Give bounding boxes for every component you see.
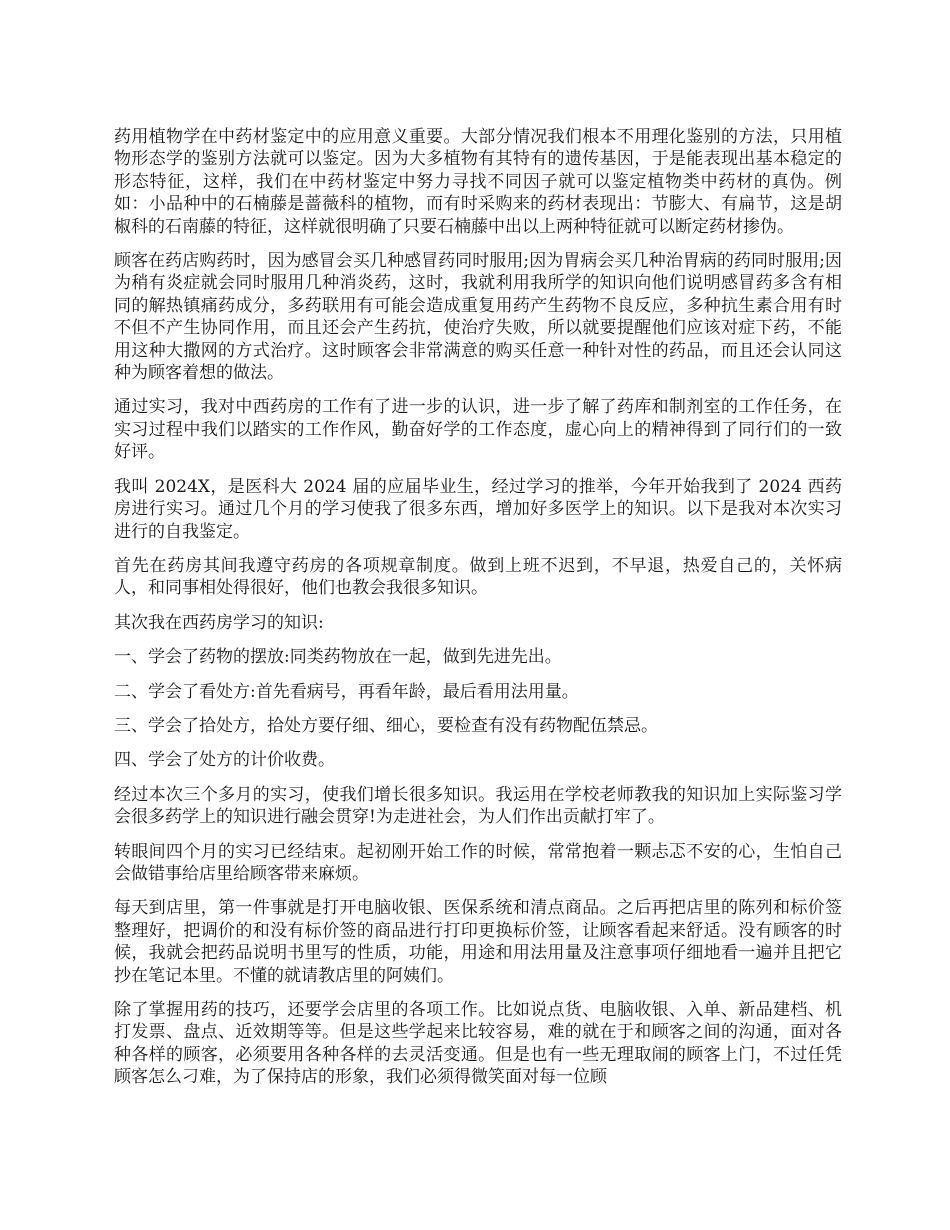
paragraph: 其次我在西药房学习的知识: bbox=[114, 612, 324, 633]
paragraph: 首先在药房其间我遵守药房的各项规章制度。做到上班不迟到，不早退，热爱自己的，关怀病人，和同事相处得很好，他们也教会我很多知识。 bbox=[114, 555, 842, 599]
paragraph: 转眼间四个月的实习已经结束。起初刚开始工作的时候，常常抱着一颗忐忑不安的心，生怕自己会做错事给店里给顾客带来麻烦。 bbox=[114, 841, 842, 884]
paragraph: 通过实习，我对中西药房的工作有了进一步的认识，进一步了解了药库和制剂室的工作任务，在实习过程中我们以踏实的工作作风，勤奋好学的工作态度，虚心向上的精神得到了同行们的一致好评。 bbox=[114, 397, 842, 463]
paragraph: 一、学会了药物的摆放:同类药物放在一起，做到先进先出。 bbox=[114, 647, 562, 668]
paragraph: 三、学会了拾处方，拾处方要仔细、细心，要检查有没有药物配伍禁忌。 bbox=[114, 715, 658, 736]
paragraph: 除了掌握用药的技巧，还要学会店里的各项工作。比如说点货、电脑收银、入单、新品建档、机打发票、盘点、近效期等等。但是这些学起来比较容易，难的就在于和顾客之间的沟通，面对各种各样的顾客，必须要用各种各样的去灵活变通。但是也有一些无理取闹的顾客上门，不过任凭顾客怎么刁难，为了保持店的形象，我们必须得微笑面对每一位顾 bbox=[114, 1000, 842, 1088]
paragraph: 药用植物学在中药材鉴定中的应用意义重要。大部分情况我们根本不用理化鉴别的方法，只用植物形态学的鉴别方法就可以鉴定。因为大多植物有其特有的遗传基因，于是能表现出基本稳定的形态特征，这样，我们在中药材鉴定中努力寻找不同因子就可以鉴定植物类中药材的真伪。例如：小品种中的石楠藤是蔷薇科的植物，而有时采购来的药材表现出：节膨大、有扁节，这是胡椒科的石南藤的特征，这样就很明确了只要石楠藤中出以上两种特征就可以断定药材掺伪。 bbox=[114, 127, 842, 237]
paragraph: 每天到店里，第一件事就是打开电脑收银、医保系统和清点商品。之后再把店里的陈列和标价签整理好，把调价的和没有标价签的商品进行打印更换标价签，让顾客看起来舒适。没有顾客的时候，我就会把药品说明书里写的性质，功能，用途和用法用量及注意事项仔细地看一遍并且把它抄在笔记本里。不懂的就请教店里的阿姨们。 bbox=[114, 898, 842, 986]
paragraph: 顾客在药店购药时，因为感冒会买几种感冒药同时服用;因为胃病会买几种治胃病的药同时服用;因为稍有炎症就会同时服用几种消炎药，这时，我就利用我所学的知识向他们说明感冒药多含有相同的解热镇痛药成分，多药联用有可能会造成重复用药产生药物不良反应，多种抗生素合用有时不但不产生协同作用，而且还会产生药抗，使治疗失败，所以就要提醒他们应该对症下药，不能用这种大撒网的方式治疗。这时顾客会非常满意的购买任意一种针对性的药品，而且还会认同这种为顾客着想的做法。 bbox=[114, 251, 843, 384]
paragraph: 二、学会了看处方:首先看病号，再看年龄，最后看用法用量。 bbox=[114, 681, 579, 702]
paragraph: 我叫 2024X，是医科大 2024 届的应届毕业生，经过学习的推举，今年开始我到了 2024 西药房进行实习。通过几个月的学习使我了很多东西，增加好多医学上的知识。以下是我对本次实习进行的自我鉴定。 bbox=[114, 476, 842, 542]
paragraph: 经过本次三个多月的实习，使我们增长很多知识。我运用在学校老师教我的知识加上实际鉴习学会很多药学上的知识进行融会贯穿!为走进社会，为人们作出贡献打牢了。 bbox=[114, 784, 842, 828]
paragraph: 四、学会了处方的计价收费。 bbox=[114, 750, 335, 771]
document-body bbox=[114, 126, 842, 1101]
